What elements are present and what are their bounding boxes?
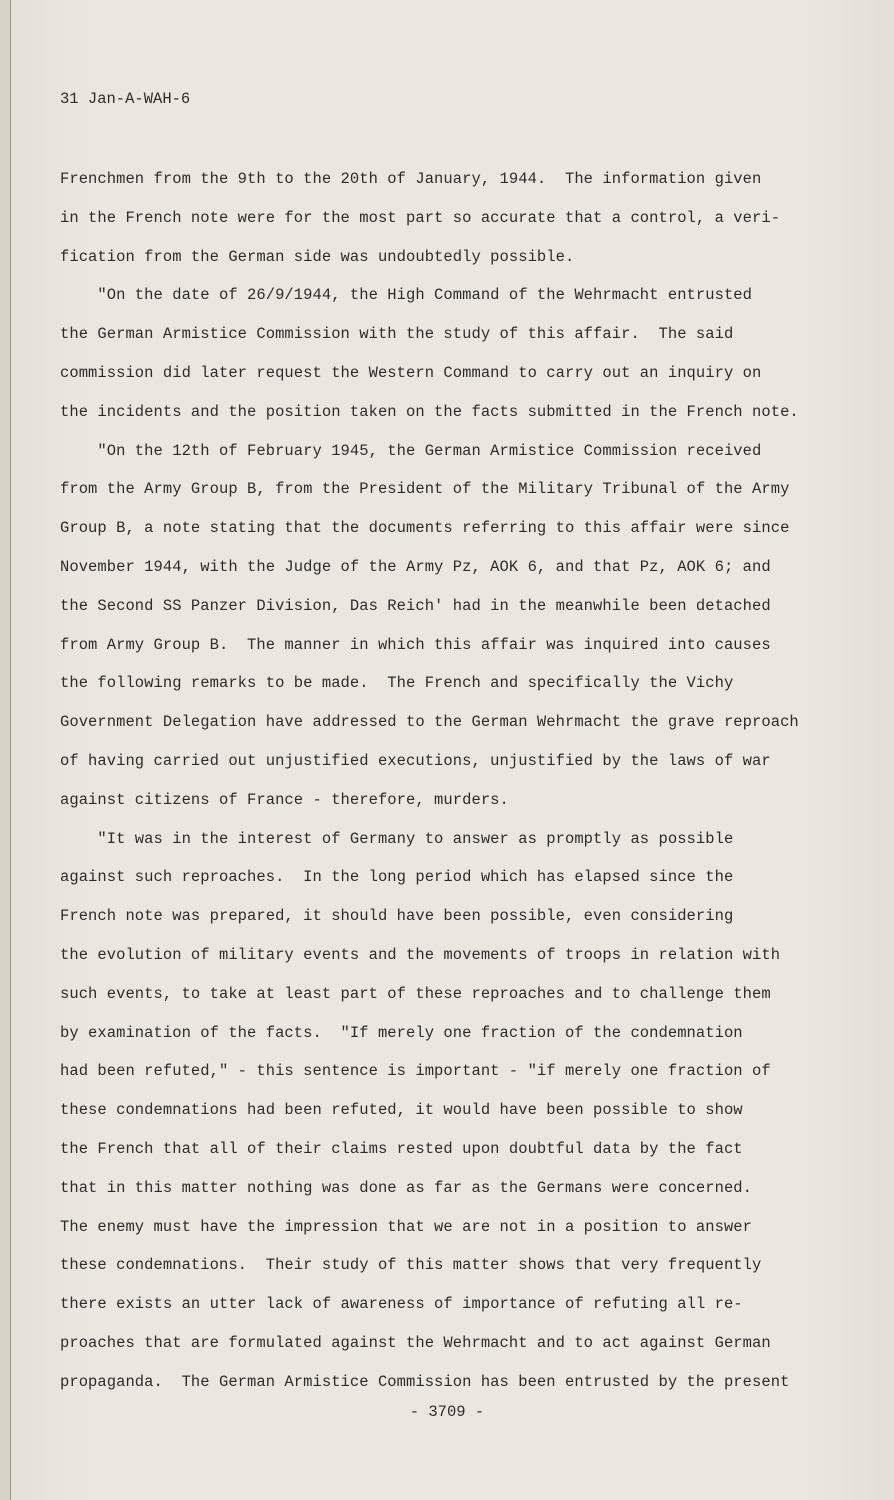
text-line: these condemnations. Their study of this matter shows that very frequently — [60, 1256, 762, 1275]
text-line: against citizens of France - therefore, murders. — [60, 790, 509, 809]
document-reference: 31 Jan-A-WAH-6 — [60, 90, 191, 108]
text-line: from the Army Group B, from the President of the Military Tribunal of the Army — [60, 480, 790, 499]
text-line: Group B, a note stating that the documents referring to this affair were since — [60, 519, 790, 538]
text-line: the French that all of their claims rested upon doubtful data by the fact — [60, 1140, 743, 1158]
text-line: Government Delegation have addressed to the German Wehrmacht the grave reproach — [60, 713, 799, 732]
text-line: these condemnations had been refuted, it would have been possible to show — [60, 1101, 743, 1120]
text-line: the Second SS Panzer Division, Das Reich' had in the meanwhile been detached — [60, 596, 771, 615]
binding-edge — [0, 0, 11, 1500]
text-line: The enemy must have the impression that we are not in a position to answer — [60, 1217, 753, 1236]
page-number: - 3709 - — [409, 1403, 485, 1421]
text-line: "On the 12th of February 1945, the German Armistice Commission received — [60, 441, 762, 460]
text-line: the incidents and the position taken on the facts submitted in the French note. — [60, 402, 799, 421]
text-line: "It was in the interest of Germany to answer as promptly as possible — [60, 829, 734, 848]
text-line: had been refuted," - this sentence is important - "if merely one fraction of — [60, 1062, 771, 1081]
text-line: the following remarks to be made. The French and specifically the Vichy — [60, 674, 734, 693]
text-line: that in this matter nothing was done as far as the Germans were concerned. — [60, 1178, 753, 1197]
text-line: such events, to take at least part of these reproaches and to challenge them — [60, 984, 771, 1003]
text-line: commission did later request the Western Command to carry out an inquiry on — [60, 364, 762, 382]
text-line: fication from the German side was undoubtedly possible. — [60, 247, 575, 266]
text-line: from Army Group B. The manner in which this affair was inquired into causes — [60, 635, 771, 654]
text-line: the evolution of military events and the movements of troops in relation with — [60, 946, 781, 964]
text-line: of having carried out unjustified executions, unjustified by the laws of war — [60, 752, 771, 770]
text-line: there exists an utter lack of awareness of importance of refuting all re- — [60, 1295, 743, 1314]
text-line: against such reproaches. In the long period which has elapsed since the — [60, 868, 734, 887]
text-line: propaganda. The German Armistice Commission has been entrusted by the present — [60, 1372, 790, 1391]
text-line: proaches that are formulated against the Wehrmacht and to act against German — [60, 1334, 771, 1352]
text-line: November 1944, with the Judge of the Army Pz, AOK 6, and that Pz, AOK 6; and — [60, 558, 771, 576]
text-line: in the French note were for the most part so accurate that a control, a veri- — [60, 208, 781, 227]
text-line: Frenchmen from the 9th to the 20th of January, 1944. The information given — [60, 170, 762, 188]
text-line: by examination of the facts. "If merely one fraction of the condemnation — [60, 1023, 743, 1042]
text-line: the German Armistice Commission with the study of this affair. The said — [60, 325, 734, 344]
text-line: French note was prepared, it should have been possible, even considering — [60, 907, 734, 926]
text-line: "On the date of 26/9/1944, the High Command of the Wehrmacht entrusted — [60, 286, 753, 305]
